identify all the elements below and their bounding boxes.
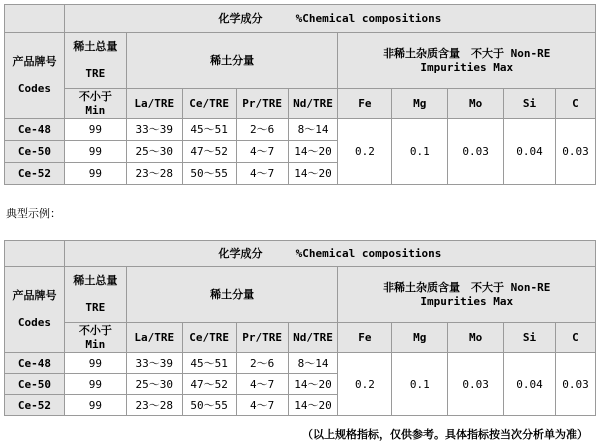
- ce-cell: 47～52: [182, 141, 236, 163]
- table-row: [5, 119, 596, 141]
- tre-cell: 99: [64, 141, 126, 163]
- table-row: [5, 353, 596, 374]
- ce-cell: 47～52: [182, 374, 236, 395]
- la-cell: 25～30: [126, 141, 182, 163]
- si-cell: 0.04: [504, 119, 556, 185]
- footnote: （以上规格指标，仅供参考。具体指标按当次分析单为准）: [302, 428, 588, 441]
- chemical-title: 化学成分 %Chemical compositions: [64, 5, 595, 33]
- c-cell: 0.03: [555, 353, 595, 416]
- pr-cell: 2～6: [236, 353, 288, 374]
- col-nd: Nd/TRE: [288, 89, 338, 119]
- tre-header: 稀土总量 TRE: [64, 33, 126, 89]
- code-header: 产品牌号 Codes: [5, 267, 65, 353]
- pr-cell: 4～7: [236, 395, 288, 416]
- code-cell: Ce-50: [5, 141, 65, 163]
- tre-cell: 99: [64, 353, 126, 374]
- si-cell: 0.04: [504, 353, 556, 416]
- re-content-header: 稀土分量: [126, 33, 338, 89]
- composition-table-spec: [4, 4, 596, 185]
- impurity-header: 非稀土杂质含量 不大于 Non-RE Impurities Max: [338, 33, 596, 89]
- mg-cell: 0.1: [392, 353, 448, 416]
- nd-cell: 14～20: [288, 163, 338, 185]
- col-mo: Mo: [448, 89, 504, 119]
- la-cell: 33～39: [126, 353, 182, 374]
- nd-cell: 8～14: [288, 353, 338, 374]
- tre-cell: 99: [64, 119, 126, 141]
- ce-cell: 45～51: [182, 119, 236, 141]
- composition-table-example: [4, 240, 596, 416]
- tre-cell: 99: [64, 395, 126, 416]
- chemical-title: 化学成分 %Chemical compositions: [64, 241, 595, 267]
- nd-cell: 14～20: [288, 395, 338, 416]
- tre-cell: 99: [64, 163, 126, 185]
- col-si: Si: [504, 323, 556, 353]
- code-cell: Ce-48: [5, 119, 65, 141]
- la-cell: 25～30: [126, 374, 182, 395]
- col-ce: Ce/TRE: [182, 89, 236, 119]
- code-cell: Ce-48: [5, 353, 65, 374]
- impurity-header: 非稀土杂质含量 不大于 Non-RE Impurities Max: [338, 267, 596, 323]
- fe-cell: 0.2: [338, 119, 392, 185]
- pr-cell: 2～6: [236, 119, 288, 141]
- code-cell: Ce-52: [5, 163, 65, 185]
- code-header: 产品牌号 Codes: [5, 33, 65, 119]
- mo-cell: 0.03: [448, 353, 504, 416]
- re-content-header: 稀土分量: [126, 267, 338, 323]
- mg-cell: 0.1: [392, 119, 448, 185]
- col-si: Si: [504, 89, 556, 119]
- col-mg: Mg: [392, 89, 448, 119]
- example-label: 典型示例：: [6, 207, 61, 220]
- nd-cell: 14～20: [288, 374, 338, 395]
- la-cell: 33～39: [126, 119, 182, 141]
- col-la: La/TRE: [126, 323, 182, 353]
- col-mo: Mo: [448, 323, 504, 353]
- code-cell: Ce-50: [5, 374, 65, 395]
- pr-cell: 4～7: [236, 163, 288, 185]
- pr-cell: 4～7: [236, 374, 288, 395]
- col-nd: Nd/TRE: [288, 323, 338, 353]
- blank-corner: [5, 241, 65, 267]
- la-cell: 23～28: [126, 163, 182, 185]
- col-fe: Fe: [338, 323, 392, 353]
- pr-cell: 4～7: [236, 141, 288, 163]
- ce-cell: 50～55: [182, 395, 236, 416]
- min-header: 不小于 Min: [64, 89, 126, 119]
- col-c: C: [555, 323, 595, 353]
- mo-cell: 0.03: [448, 119, 504, 185]
- col-pr: Pr/TRE: [236, 89, 288, 119]
- tre-cell: 99: [64, 374, 126, 395]
- ce-cell: 50～55: [182, 163, 236, 185]
- col-fe: Fe: [338, 89, 392, 119]
- blank-corner: [5, 5, 65, 33]
- col-ce: Ce/TRE: [182, 323, 236, 353]
- col-la: La/TRE: [126, 89, 182, 119]
- c-cell: 0.03: [555, 119, 595, 185]
- tre-header: 稀土总量 TRE: [64, 267, 126, 323]
- ce-cell: 45～51: [182, 353, 236, 374]
- fe-cell: 0.2: [338, 353, 392, 416]
- col-pr: Pr/TRE: [236, 323, 288, 353]
- nd-cell: 14～20: [288, 141, 338, 163]
- nd-cell: 8～14: [288, 119, 338, 141]
- col-mg: Mg: [392, 323, 448, 353]
- la-cell: 23～28: [126, 395, 182, 416]
- min-header: 不小于 Min: [64, 323, 126, 353]
- code-cell: Ce-52: [5, 395, 65, 416]
- col-c: C: [555, 89, 595, 119]
